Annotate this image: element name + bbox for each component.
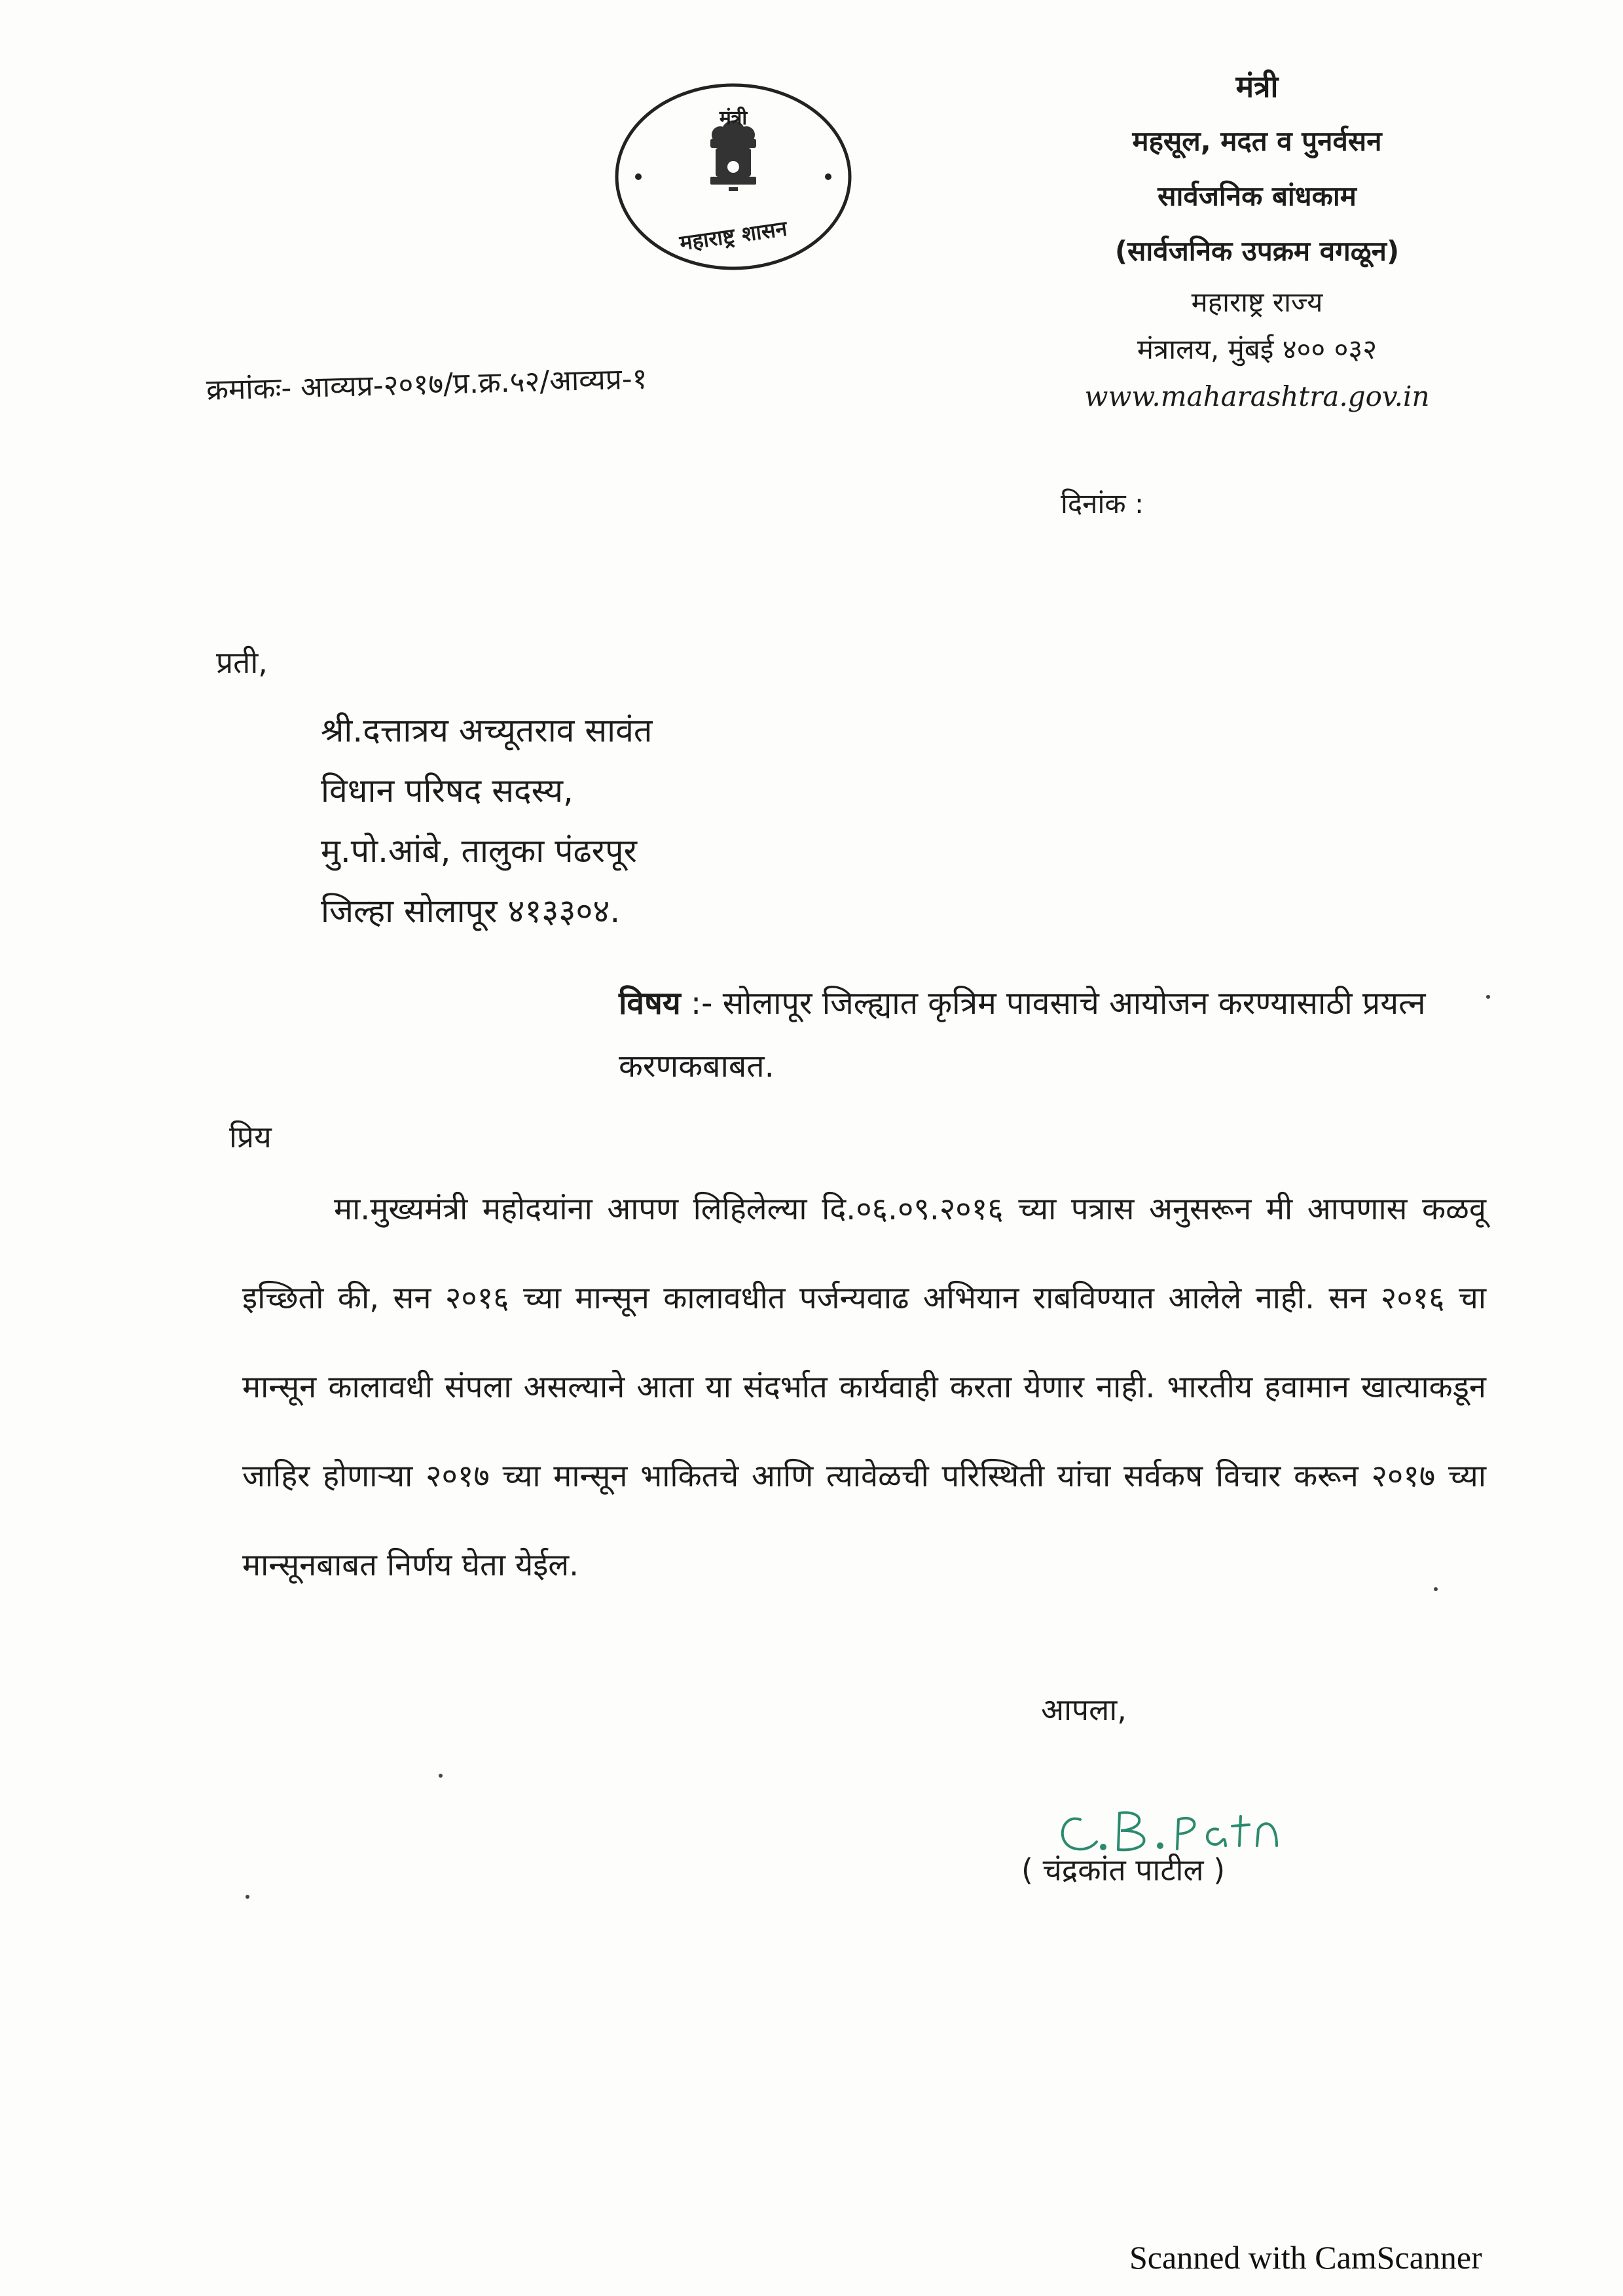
letter-body: मा.मुख्यमंत्री महोदयांना आपण लिहिलेल्या दि.०६.०९.२०१६ च्या पत्रास अनुसरून मी आपणास कळवू इच्छितो की, सन २०१६ च्या मान्सून कालावधीत पर्जन्यवाढ अभियान राबविण्यात आलेले नाही. सन २०१६ चा मान्सून कालावधी संपला असल्याने आता या संदर्भात कार्यवाही करता येणार नाही. भारतीय हवामान खात्याकडून जाहिर होणाऱ्या २०१७ च्या मान्सून भाकितचे आणि त्यावेळची परिस्थिती यांचा सर्वकष विचार करून २०१७ च्या मान्सूनबाबत निर्णय घेता येईल.	[242, 1191, 1486, 1583]
subject	[619, 972, 1489, 1098]
subject-label: विषय	[619, 985, 681, 1022]
portfolio-line-1: महसूल, मदत व पुनर्वसन	[1132, 125, 1382, 157]
seal-bottom-text: महाराष्ट्र शासन	[678, 215, 789, 256]
letterhead-title: मंत्री	[1235, 69, 1279, 104]
portfolio-line-2: सार्वजनिक बांधकाम	[1158, 180, 1357, 212]
closing: आपला,	[1041, 1692, 1127, 1727]
date-label: दिनांक :	[1061, 488, 1144, 520]
recipient-line: श्री.दत्तात्रय अच्यूतराव सावंत	[321, 711, 653, 749]
subject-separator: :-	[680, 985, 723, 1022]
recipient-line: जिल्हा सोलापूर ४१३३०४.	[321, 892, 621, 930]
to-label: प्रती,	[216, 645, 268, 680]
ashoka-emblem-icon	[710, 120, 756, 191]
recipient-address	[321, 700, 652, 941]
scan-speck	[246, 1895, 249, 1899]
recipient-line: विधान परिषद सदस्य,	[321, 772, 574, 810]
salutation: प्रिय	[229, 1119, 272, 1155]
scanner-footer: Scanned with CamScanner	[1129, 2239, 1482, 2276]
letterhead-state: महाराष्ट्र राज्य	[1191, 286, 1323, 318]
scan-speck	[1486, 995, 1490, 999]
letterhead-website: www.maharashtra.gov.in	[1084, 380, 1430, 412]
seal-top-text: मंत्री	[719, 107, 748, 130]
scan-speck	[439, 1774, 443, 1778]
portfolio-line-3: (सार्वजनिक उपक्रम वगळून)	[1114, 235, 1400, 267]
signer-name: ( चंद्रकांत पाटील )	[1021, 1852, 1226, 1888]
letterhead	[1028, 59, 1486, 420]
scan-speck	[1434, 1587, 1438, 1591]
letterhead-address: मंत्रालय, मुंबई ४०० ०३२	[1137, 333, 1377, 365]
reference-number: क्रमांकः- आव्यप्र-२०१७/प्र.क्र.५२/आव्यप्र-१	[206, 362, 648, 407]
recipient-line: मु.पो.आंबे, तालुका पंढरपूर	[321, 832, 637, 870]
government-seal	[612, 79, 854, 275]
subject-text: सोलापूर जिल्ह्यात कृत्रिम पावसाचे आयोजन करण्यासाठी प्रयत्न करणकबाबत.	[619, 985, 1426, 1085]
